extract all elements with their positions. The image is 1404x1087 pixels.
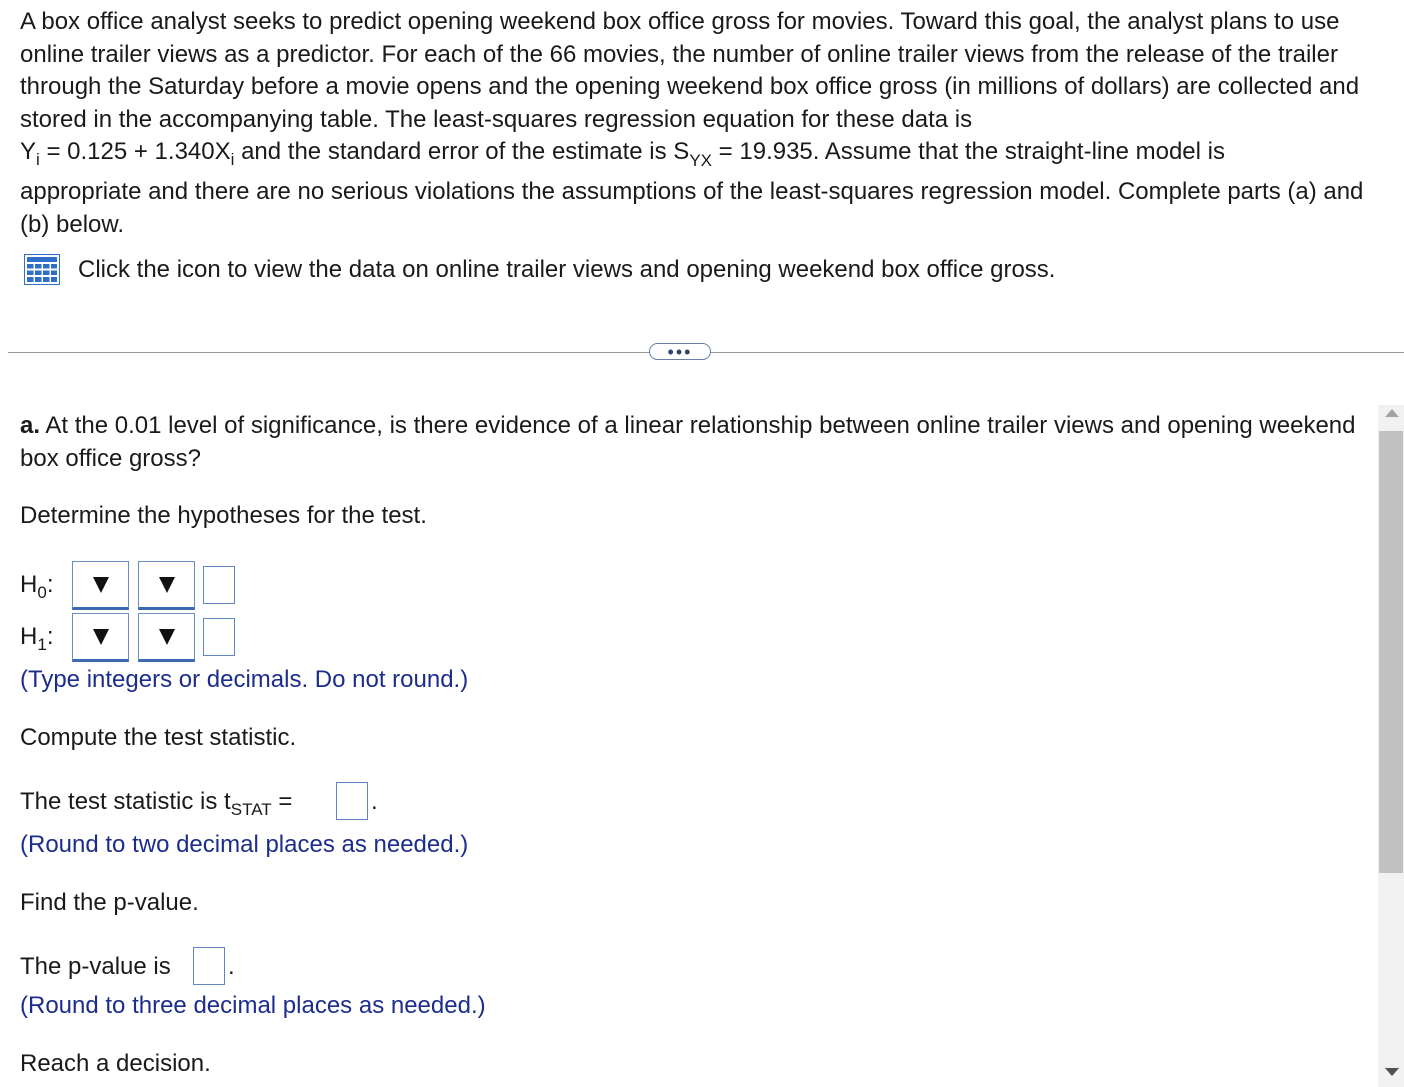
h0-parameter-dropdown[interactable]	[72, 561, 129, 610]
scrollbar-thumb[interactable]	[1379, 431, 1403, 873]
expand-button[interactable]: •••	[649, 343, 711, 360]
part-a-question	[20, 410, 1370, 475]
pvalue-period: .	[228, 953, 235, 980]
hypotheses-prompt: Determine the hypotheses for the test.	[20, 502, 427, 529]
part-a-label: a.	[20, 412, 41, 439]
tstat-subscript: STAT	[230, 800, 272, 819]
chevron-down-icon	[159, 577, 175, 593]
tstat-equals: =	[271, 788, 293, 815]
eq-sub-i: i	[36, 150, 40, 169]
h0-colon: :	[46, 571, 54, 598]
intro-paragraph-2: appropriate and there are no serious violations the assumptions of the least-squares regression model. Complete parts (a) and (b) below.	[20, 178, 1364, 238]
h0-letter: H	[20, 571, 38, 598]
problem-statement	[20, 6, 1392, 241]
eq-sub-i2: i	[230, 150, 235, 169]
h0-subscript: 0	[37, 583, 47, 602]
intro-paragraph-1	[20, 6, 1392, 176]
pvalue-line: The p-value is	[20, 953, 171, 980]
h1-label	[20, 623, 53, 655]
pvalue-prompt: Find the p-value.	[20, 889, 199, 916]
chevron-down-icon	[93, 629, 109, 645]
part-a-text: At the 0.01 level of significance, is there evidence of a linear relationship between online trailer views and opening weekend box office gross?	[20, 412, 1356, 472]
h0-value-input[interactable]	[203, 566, 235, 604]
test-statistic-input[interactable]	[336, 782, 368, 820]
view-data-text[interactable]: Click the icon to view the data on online trailer views and opening weekend box office gross.	[78, 255, 1056, 283]
tstat-text: The test statistic is t	[20, 788, 231, 815]
eq-val: = 19.935. Assume that the straight-line model is	[712, 138, 1225, 165]
h1-colon: :	[46, 623, 54, 650]
eq-mid: = 0.125 + 1.340X	[39, 138, 231, 165]
pvalue-hint: (Round to three decimal places as needed.)	[20, 992, 486, 1019]
eq-sub-yx: YX	[689, 151, 713, 170]
eq-y: Y	[20, 138, 37, 165]
eq-and: and the standard error of the estimate is S	[234, 138, 690, 165]
h1-value-input[interactable]	[203, 618, 235, 656]
scroll-up-arrow-icon[interactable]	[1385, 409, 1399, 417]
table-icon[interactable]	[24, 254, 60, 285]
chevron-down-icon	[93, 577, 109, 593]
hypotheses-hint: (Type integers or decimals. Do not round.)	[20, 666, 469, 693]
chevron-down-icon	[159, 629, 175, 645]
h1-parameter-dropdown[interactable]	[72, 613, 129, 662]
regression-equation-line	[20, 136, 1392, 176]
h1-subscript: 1	[37, 635, 47, 654]
h1-letter: H	[20, 623, 38, 650]
h0-label	[20, 571, 53, 603]
intro-text: A box office analyst seeks to predict opening weekend box office gross for movies. Toward this goal, the analyst plans to use online trailer views as a predictor. For each of the 66 movies, the number of online trailer views from the release of the trailer through the Saturday before a movie opens and the opening weekend box office gross (in millions of dollars) are collected and stored in the accompanying table. The least-squares regression equation for these data is	[20, 8, 1360, 133]
scroll-down-arrow-icon[interactable]	[1385, 1068, 1399, 1076]
h1-operator-dropdown[interactable]	[138, 613, 195, 662]
tstat-hint: (Round to two decimal places as needed.)	[20, 831, 469, 858]
test-statistic-line	[20, 788, 292, 820]
view-data-link[interactable]	[24, 254, 1055, 285]
compute-prompt: Compute the test statistic.	[20, 724, 297, 751]
tstat-period: .	[371, 788, 378, 815]
h0-operator-dropdown[interactable]	[138, 561, 195, 610]
decision-prompt: Reach a decision.	[20, 1050, 211, 1077]
pvalue-input[interactable]	[193, 947, 225, 985]
